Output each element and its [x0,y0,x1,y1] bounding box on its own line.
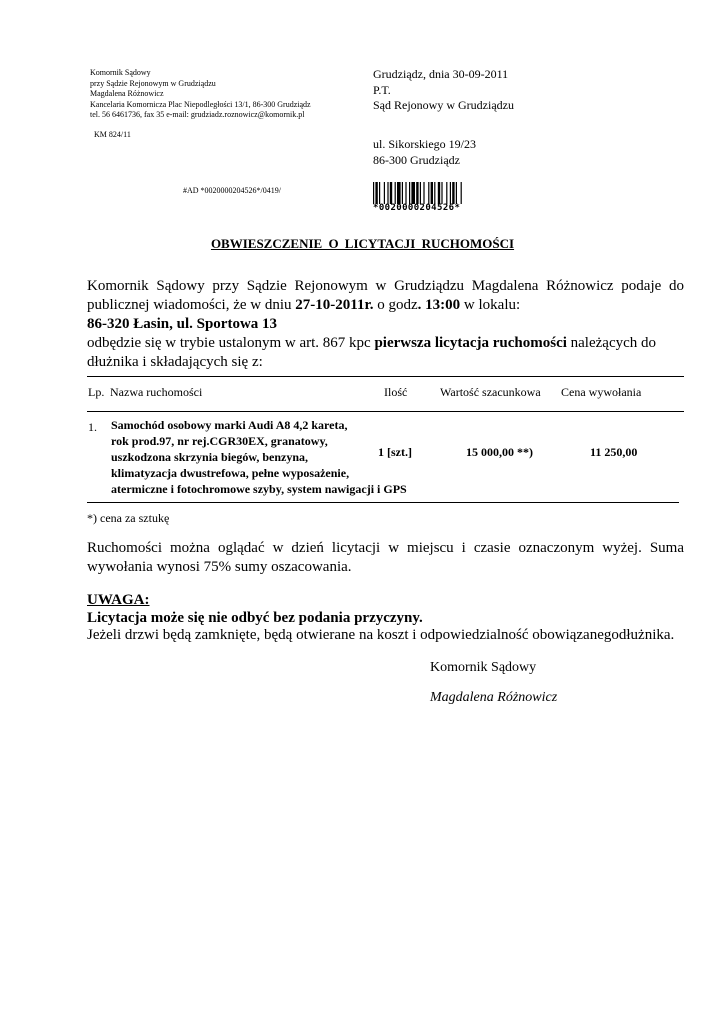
item-line-3: uszkodzona skrzynia biegów, benzyna, [111,450,309,464]
item-price: 11 250,00 [590,445,638,459]
notice-line-2: Jeżeli drzwi będą zamknięte, będą otwierane na koszt i odpowiedzialność obowiązanegodłużnika. [87,627,675,643]
item-line-4: klimatyzacja dwustrefowa, pełne wyposażenie, [111,466,350,480]
sender-block [90,68,311,121]
notice-line-1: Licytacja może się nie odbyć bez podania przyczyny. [87,610,423,626]
auction-time: . 13:00 [417,297,461,313]
sender-court: przy Sądzie Rejonowym w Grudziądzu [90,78,216,88]
intro-paragraph [87,277,684,372]
sender-title: Komornik Sądowy [90,68,151,77]
item-line-1: Samochód osobowy marki Audi A8 4,2 kareta, [111,418,348,432]
date-line: Grudziądz, dnia 30-09-2011 [373,67,509,81]
recipient-block [373,67,514,114]
header-value: Wartość szacunkowa [440,385,541,399]
signature-name: Magdalena Różnowicz [430,690,558,705]
recipient-city: 86-300 Grudziądz [373,152,460,167]
sender-contact: tel. 56 6461736, fax 35 e-mail: grudziadz.roznowicz@komornik.pl [90,110,305,119]
footnote: *) cena za sztukę [87,511,170,525]
barcode-text: *0020000204526* [373,203,461,213]
header-lp: Lp. [88,385,105,399]
item-value: 15 000,00 **) [466,445,533,459]
barcode [373,182,500,204]
signature-title: Komornik Sądowy [430,660,537,675]
recipient-pt: P.T. [373,82,391,97]
first-auction-label: pierwsza licytacja ruchomości [374,335,567,351]
notice-heading: UWAGA: [87,592,150,608]
viewing-line-2: wywołania wynosi 75% sumy oszacowania. [87,559,352,575]
table-bottom-rule [87,502,679,503]
intro-line-4: odbędzie się w trybie ustalonym w art. 867 kpc pierwsza licytacja ruchomości należących do [87,335,657,351]
intro-line-2: publicznej wiadomości, że w dniu 27-10-2011r. o godz. 13:00 w lokalu: [87,297,521,313]
recipient-address [373,137,476,168]
recipient-street: ul. Sikorskiego 19/23 [373,137,477,151]
item-description [111,417,407,497]
document-title: OBWIESZCZENIE O LICYTACJI RUCHOMOŚCI [210,236,515,251]
row-lp: 1. [88,420,97,434]
auction-date: 27-10-2011r. [295,297,374,313]
table-top-rule [87,376,684,377]
sender-name: Magdalena Różnowicz [90,89,164,98]
item-line-2: rok prod.97, nr rej.CGR30EX, granatowy, [111,434,328,448]
ad-reference: #AD *0020000204526*/0419/ [183,186,281,195]
viewing-line-1: Ruchomości można oglądać w dzień licytacji w miejscu i czasie oznaczonym wyżej. Suma [87,540,684,556]
header-name: Nazwa ruchomości [110,385,203,399]
header-price: Cena wywołania [561,385,642,399]
item-line-5: atermiczne i fotochromowe szyby, system nawigacji i GPS [111,482,407,496]
intro-line-1: Komornik Sądowy przy Sądzie Rejonowym w Grudziądzu Magdalena Różnowicz podaje do [87,278,684,294]
sender-address: Kancelaria Komornicza Plac Niepodległości 13/1, 86-300 Grudziądz [90,99,311,109]
table-header-rule [87,411,684,412]
auction-location: 86-320 Łasin, ul. Sportowa 13 [87,316,278,332]
recipient-court: Sąd Rejonowy w Grudziądzu [373,98,514,112]
viewing-paragraph [87,539,684,577]
intro-line-5: dłużnika i składających się z: [87,354,263,370]
item-qty: 1 [szt.] [378,445,412,459]
case-number: KM 824/11 [94,130,131,139]
header-qty: Ilość [384,385,408,399]
